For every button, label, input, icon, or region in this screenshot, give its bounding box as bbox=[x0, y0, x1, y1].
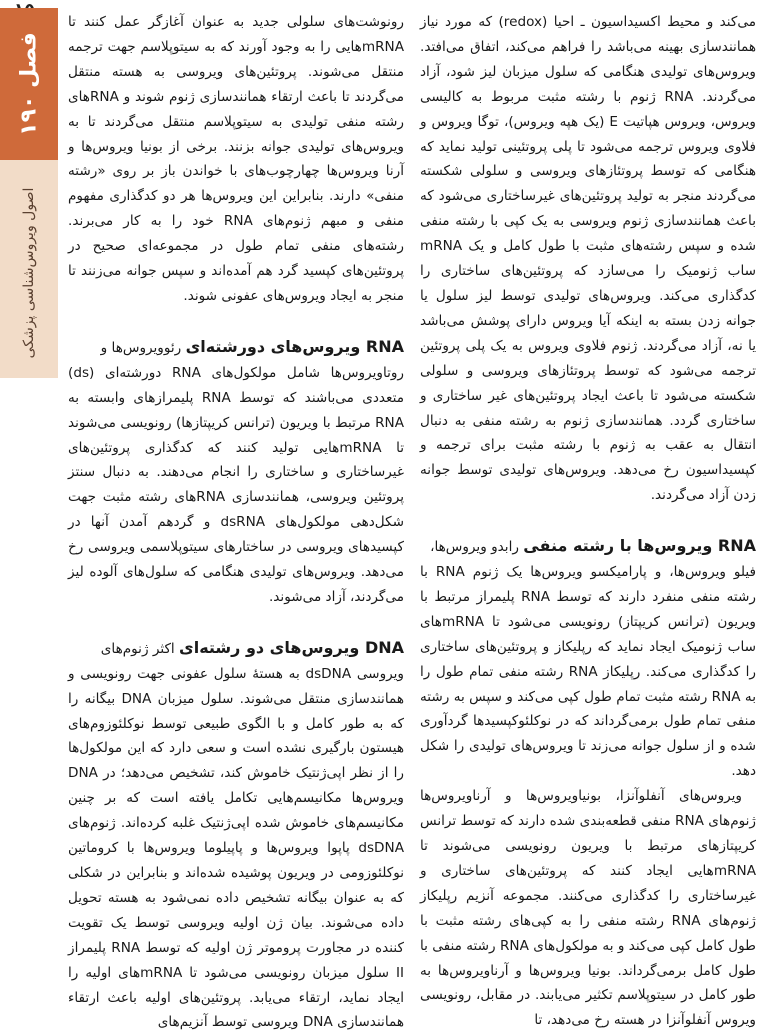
section-heading-tail: رئوویروس‌ها و bbox=[100, 339, 182, 356]
ds-rna-section-heading-line bbox=[68, 335, 404, 361]
left-intro-paragraph: رونوشت‌های سلولی جدید به عنوان آغازگر عمل کنند تا mRNAهایی را به وجود آورند که به سیتوپلاسم جهت ترجمه منتقل می‌شوند. پروتئین‌های ویروسی به هسته منتقل می‌گردند تا باعث ارتقاء همانندسازی ژنوم شوند و RNAهای رشته منفی تولیدی به سیتوپلاسم منتقل می‌گردند تا به ویروس‌های تولیدی جوانه بزنند. برخی از بونیا ویروس‌ها و آرنا ویروس‌ها چهارچوب‌های با خواندن باز بر روی «رشته منفی» دارند. بنابراین این ویروس‌ها هر دو کدگذاری مفهوم منفی و مبهم ژنوم‌های RNA خود را به کار می‌برند. رشته‌های منفی تمام طول در مجموعه‌ای صحیح در پروتئین‌های کپسید گرد هم آمده‌اند و سپس جوانه می‌زنند تا منجر به ایجاد ویروس‌های عفونی شوند. bbox=[68, 14, 405, 304]
section-heading-tail: رابدو ویروس‌ها، bbox=[430, 539, 519, 556]
right-intro-paragraph: می‌کند و محیط اکسیداسیون ـ احیا (redox) که مورد نیاز همانندسازی بهینه می‌باشد را فراهم می‌کند، اتفاق می‌افتد. ویروس‌های تولیدی هنگامی که سلول میزبان لیز شود، آزاد می‌گردند. RNA ژنوم با رشته مثبت مربوط به کالیسی ویروس، ویروس هپاتیت E (یک هپه ویروس)، توگا ویروس و فلاوی ویروس ترجمه می‌شود تا پلی پروتئینی تولید نماید که هنگامی که توسط پروتئازهای ویروسی و سلولی شکسته می‌گردند منجر به تولید پروتئین‌های غیرساختاری می‌شود که باعث همانندسازی ژنوم ویروسی به یک کپی با رشته منفی شده و سپس رشته‌های مثبت با طول کامل و یک mRNA ساب ژنومیک را می‌سازد که پروتئین‌های ساختاری را کدگذاری می‌کند. ویروس‌های تولیدی توسط لیز سلول یا جوانه زدن بسته به اینکه آیا ویروس دارای پوشش می‌باشد یا نه، آزاد می‌گردند. ژنوم فلاوی ویروس به یک پلی پروتئین ترجمه می‌شود که توسط پروتئازهای ویروسی و سلولی شکسته می‌شود تا باعث ایجاد پروتئین‌های غیر ساختاری و ساختاری گردد. همانندسازی ژنوم به رشته منفی به دنبال انتقال به عقب به ژنوم با رشته مثبت برای ترجمه و کپسیداسیون رخ می‌دهد. ویروس‌های تولیدی توسط جوانه زدن آزاد می‌گردند. bbox=[420, 14, 757, 504]
book-title-label: اصول ویروس‌شناسی پزشکی bbox=[21, 187, 37, 359]
ds-rna-paragraph: روتاویروس‌ها شامل مولکول‌های RNA دورشته‌ای (ds) متعددی می‌باشند که توسط RNA پلیمرازهای وابسته به RNA مرتبط با ویریون (ترانس کریپتازها) رونویسی می‌شوند تا mRNAهایی تولید کنند که کدگذاری پروتئین‌های غیرساختاری و ساختاری را انجام می‌دهند. به دنبال سنتز پروتئین ویروسی، همانندسازی RNAهای رشته مثبت جهت شکل‌دهی مولکول‌های dsRNA و گردهم آمدن آنها در کپسیدهای ویروسی در ساختارهای سیتوپلاسمی ویروسی رخ می‌دهد. ویروس‌های تولیدی هنگامی که سلول‌های آلوده لیز می‌گردند، آزاد می‌شوند. bbox=[68, 364, 405, 605]
chapter-label: فصل ۱۹۰ bbox=[16, 32, 42, 136]
right-column bbox=[420, 10, 756, 1033]
negative-strand-section-heading-line bbox=[420, 534, 756, 560]
left-column bbox=[68, 10, 404, 1035]
section-heading: RNA ویروس‌های دورشته‌ای bbox=[185, 336, 404, 356]
ds-dna-paragraph: ویروسی dsDNA به هستهٔ سلول عفونی جهت رونویسی و همانندسازی منتقل می‌شوند. سلول میزبان DNA بیگانه را که به طور کامل و با الگوی طبیعی توسط نوکلئوزوم‌های هیستون بارگیری نشده است و سعی دارد که این مولکول‌ها را از نظر اپی‌ژنتیک خاموش کند، تشخیص می‌دهد؛ در DNA ویروس‌ها مکانیسم‌هایی تکامل یافته است که بر چنین مکانیسم‌های خاموش شده اپی‌ژنتیک غلبه کرده‌اند. ژنوم‌های dsDNA پاپوا ویروس‌ها و پاپیلوما ویروس‌ها با کروماتین نوکلئوزومی در ویریون پوشیده شده‌اند و بنابراین در شکلی که به عنوان بیگانه تشخیص داده نمی‌شود به هسته تحویل داده می‌شوند. بیان ژن اولیه ویروسی توسط یک تقویت کننده در مجاورت پروموتر ژن اولیه که توسط RNA پلیمراز II سلول میزبان رونویسی می‌شود تا mRNAهای اولیه را ایجاد نماید، ارتقاء می‌یابد. پروتئین‌های اولیه باعث ارتقاء همانندسازی DNA ویروسی توسط آنزیم‌های bbox=[68, 665, 404, 1031]
chapter-tab-accent bbox=[0, 8, 58, 160]
section-heading: DNA ویروس‌های دو رشته‌ای bbox=[179, 637, 404, 657]
ds-dna-section-heading-line bbox=[68, 636, 404, 662]
chapter-side-tab bbox=[0, 8, 58, 378]
negative-strand-paragraph-1: فیلو ویروس‌ها، و پارامیکسو ویروس‌ها یک ژنوم RNA با رشته منفی منفرد دارند که توسط RNA پلیمراز مرتبط با ویریون (ترانس کریپتاز) رونویسی می‌شود تا mRNAهای ساب ژنومیک ایجاد نماید که رپلیکاز و پروتئین‌های ساختاری را کدگذاری می‌کند. رپلیکاز RNA رشته منفی تمام طول را به RNA رشته مثبت تمام طول کپی می‌کند و سپس به رشته منفی تمام طول برمی‌گرداند که در نوکلئوکپسیدها گردآوری شده و از سلول جوانه می‌زند تا ویروس‌های تولیدی را شکل دهد. bbox=[420, 564, 756, 780]
negative-strand-paragraph-2: ویروس‌های آنفلوآنزا، بونیاویروس‌ها و آرناویروس‌ها ژنوم‌های RNA منفی قطعه‌بندی شده دارند که توسط ترانس کریپتازهای مرتبط با ویریون رونویسی می‌شوند تا mRNAهایی ایجاد کنند که پروتئین‌های ساختاری و غیرساختاری را کدگذاری می‌کنند. مجموعه آنزیم رپلیکاز ژنوم‌های RNA رشته منفی را به کپی‌های رشته مثبت با طول کامل کپی می‌کند و به مولکول‌های RNA رشته منفی با طول کامل برمی‌گرداند. بونیا ویروس‌ها و آرناویروس‌ها به طور کامل در سیتوپلاسم تکثیر می‌یابند. در مقابل، رونویسی ویروس آنفلوآنزا در هسته رخ می‌دهد، تا bbox=[420, 788, 757, 1029]
section-heading-tail: اکثر ژنوم‌های bbox=[100, 640, 175, 657]
section-heading: RNA ویروس‌ها با رشته منفی bbox=[523, 536, 756, 556]
